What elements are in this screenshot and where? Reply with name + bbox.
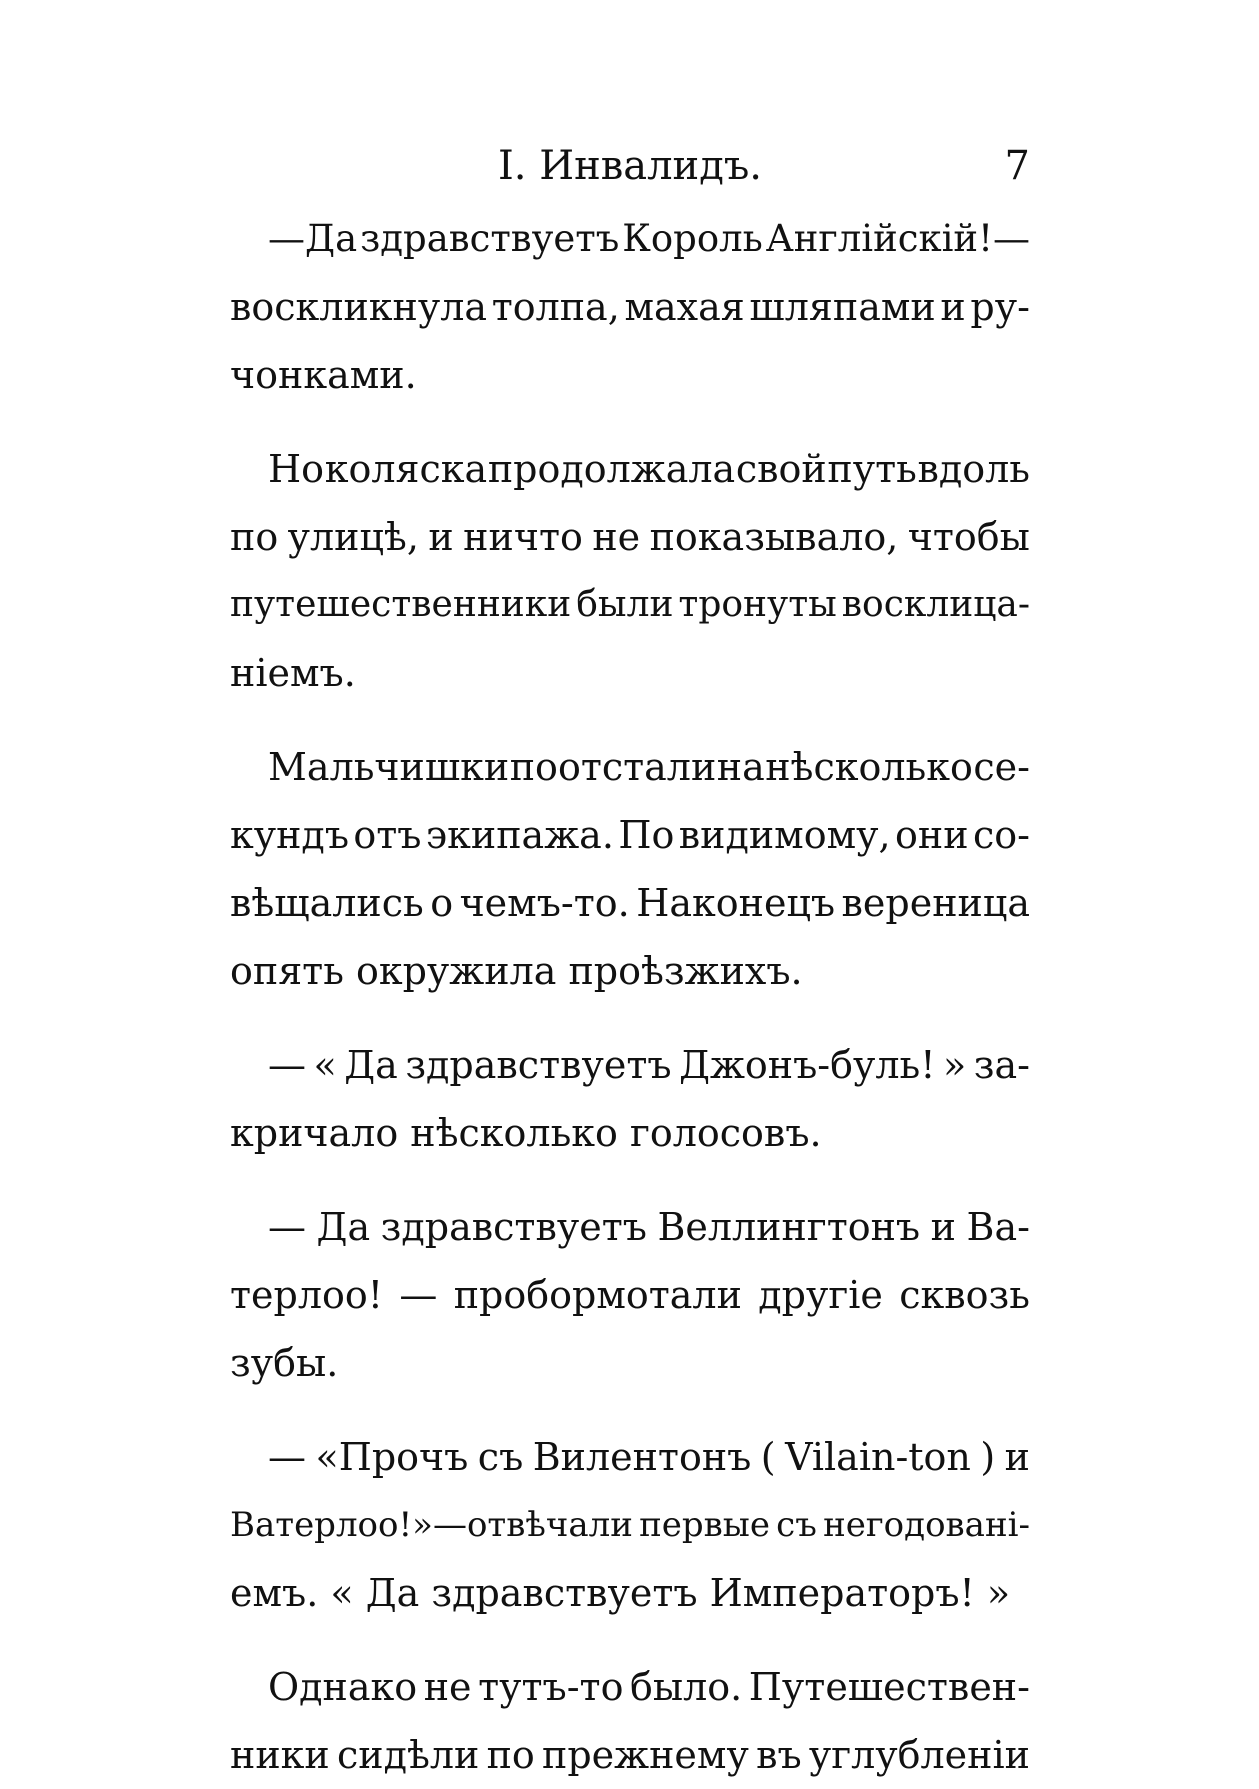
text-line: Но коляска продолжала свой путь вдоль — [268, 447, 1030, 491]
text-line: Ватерлоо!»—отвѣчали первые съ негодовані- — [230, 1505, 1030, 1545]
paragraph — [230, 1031, 1030, 1167]
text-line: воскликнула толпа, махая шляпами и ру- — [230, 285, 1030, 329]
text-line: по улицѣ, и ничто не показывало, чтобы — [230, 515, 1030, 559]
text-line: Мальчишки поотстали на нѣсколько се- — [268, 745, 1030, 789]
text-line: — « Да здравствуетъ Джонъ-буль! » за- — [268, 1043, 1030, 1087]
text-line: опять окружила проѣзжихъ. — [230, 949, 803, 993]
text-line: — «Прочъ съ Вилентонъ ( Vilain-ton ) и — [268, 1435, 1030, 1479]
body-text — [230, 205, 1030, 1789]
paragraph — [230, 733, 1030, 1005]
text-line: Однако не тутъ-то было. Путешествен- — [268, 1665, 1030, 1709]
paragraph — [230, 1423, 1030, 1627]
text-line: кундъ отъ экипажа. По видимому, они со- — [230, 813, 1030, 857]
text-line: путешественники были тронуты восклица- — [230, 584, 1030, 625]
text-line: чонками. — [230, 353, 417, 397]
text-line: кричало нѣсколько голосовъ. — [230, 1111, 822, 1155]
running-head — [230, 136, 1030, 196]
text-line: емъ. « Да здравствуетъ Императоръ! » — [230, 1571, 1011, 1615]
text-line: ніемъ. — [230, 651, 356, 695]
paragraph — [230, 1193, 1030, 1397]
paragraph — [230, 1653, 1030, 1789]
text-line: зубы. — [230, 1341, 339, 1385]
text-line: вѣщались о чемъ-то. Наконецъ вереница — [230, 881, 1030, 925]
text-line: терлоо! — пробормотали другіе сквозь — [230, 1273, 1030, 1317]
paragraph — [230, 205, 1030, 409]
paragraph — [230, 435, 1030, 707]
page-number: 7 — [1004, 143, 1030, 189]
running-title: I. Инвалидъ. — [498, 143, 763, 189]
text-line: — Да здравствуетъ Веллингтонъ и Ва- — [268, 1205, 1030, 1249]
text-line: ники сидѣли по прежнему въ углубленіи — [230, 1733, 1030, 1777]
text-line: —Да здравствуетъ Король Англійскій!— — [268, 217, 1030, 260]
